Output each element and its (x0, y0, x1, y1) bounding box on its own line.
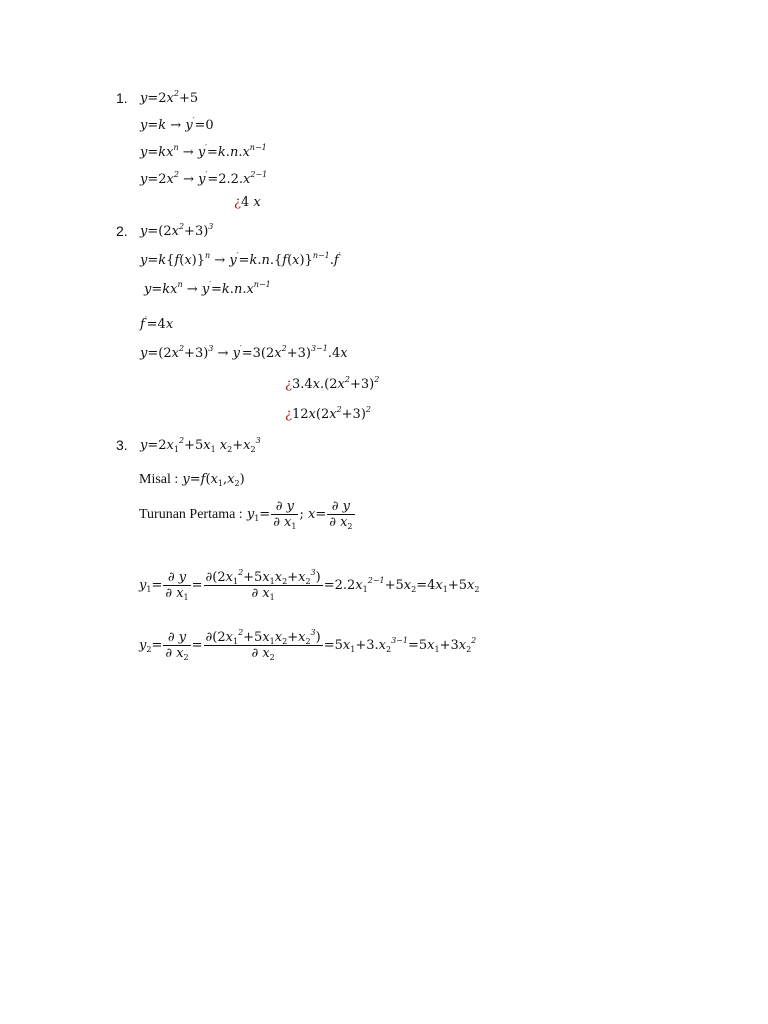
fraction: $\frac{\partial y}{\partial x_1}$ (273, 499, 297, 531)
problem-3-turunan: Turunan Pertama : $y_1=$ $\frac{\partial y}{\partial x_1}$ ; x= $\frac{\partial y}{\partial x_2}$ (139, 499, 353, 531)
problem-1-number: 1. (116, 90, 128, 106)
problem-2-rule-power: $y=kx^n \to y'=k.n.x^{n-1}$ (144, 280, 271, 297)
fraction: $\frac{\partial y}{\partial x_2}$ (165, 630, 189, 662)
problem-1-equation: $y=2x^2+5$ (140, 89, 199, 106)
problem-1-rule-power: $y=kx^n \to y'=k.n.x^{n-1}$ (140, 143, 267, 160)
problem-2-f-prime: f′=4x (140, 315, 174, 332)
problem-2-step: $y=(2x^2+3)^3 \to y'=3(2x^2+3)^{3-1}.4x$ (140, 344, 348, 361)
result-marker: ¿ (285, 407, 292, 422)
misal-label: Misal : (139, 472, 179, 487)
problem-2-equation: $y=(2x^2+3)^3$ (140, 222, 214, 239)
result-marker: ¿ (234, 195, 241, 210)
problem-2-result-b: ¿$12x(2x^2+3)^2$ (285, 405, 371, 422)
problem-2-result-a: ¿$3.4x.(2x^2+3)^2$ (285, 375, 380, 392)
result-marker: ¿ (285, 377, 292, 392)
problem-2-number: 2. (116, 223, 128, 239)
turunan-label: Turunan Pertama : (139, 507, 243, 522)
problem-3-derivative-y1: $y_1=$ $\frac{\partial y}{\partial x_1}$ = $\frac{\partial(2x_1^2+5x_1x_2+x_2^3)}{\partial x_1}$ $=2.2x_1^{2-1}+5x_2=4x_1+5x_2$ (139, 568, 480, 602)
fraction: $\frac{\partial y}{\partial x_1}$ (165, 570, 189, 602)
problem-3-equation: $y=2x_1^2+5x_1$ $x_2+x_2^3$ (140, 436, 261, 454)
problem-2-rule-chain: $y=k\{f(x)\}^n \to y'=k.n.\{f(x)\}^{n-1}.f'$ (140, 251, 341, 268)
problem-1-step: $y=2x^2 \to y'=2.2.x^{2-1}$ (140, 170, 268, 187)
problem-3-number: 3. (116, 437, 128, 453)
fraction: $\frac{\partial(2x_1^2+5x_1x_2+x_2^3)}{\partial x_2}$ (205, 628, 321, 662)
problem-3-derivative-y2: $y_2=$ $\frac{\partial y}{\partial x_2}$ = $\frac{\partial(2x_1^2+5x_1x_2+x_2^3)}{\partial x_2}$ $=5x_1+3.x_2^{3-1}=5x_1+3x_2^2$ (139, 628, 477, 662)
problem-3-misal: Misal : $y=f(x_1,x_2)$ (139, 472, 245, 488)
problem-1-result: ¿4 x (234, 195, 261, 210)
fraction: $\frac{\partial y}{\partial x_2}$ (329, 499, 353, 531)
problem-1-rule-constant: y=k → y′=0 (140, 116, 214, 133)
fraction: $\frac{\partial(2x_1^2+5x_1x_2+x_2^3)}{\partial x_1}$ (205, 568, 321, 602)
